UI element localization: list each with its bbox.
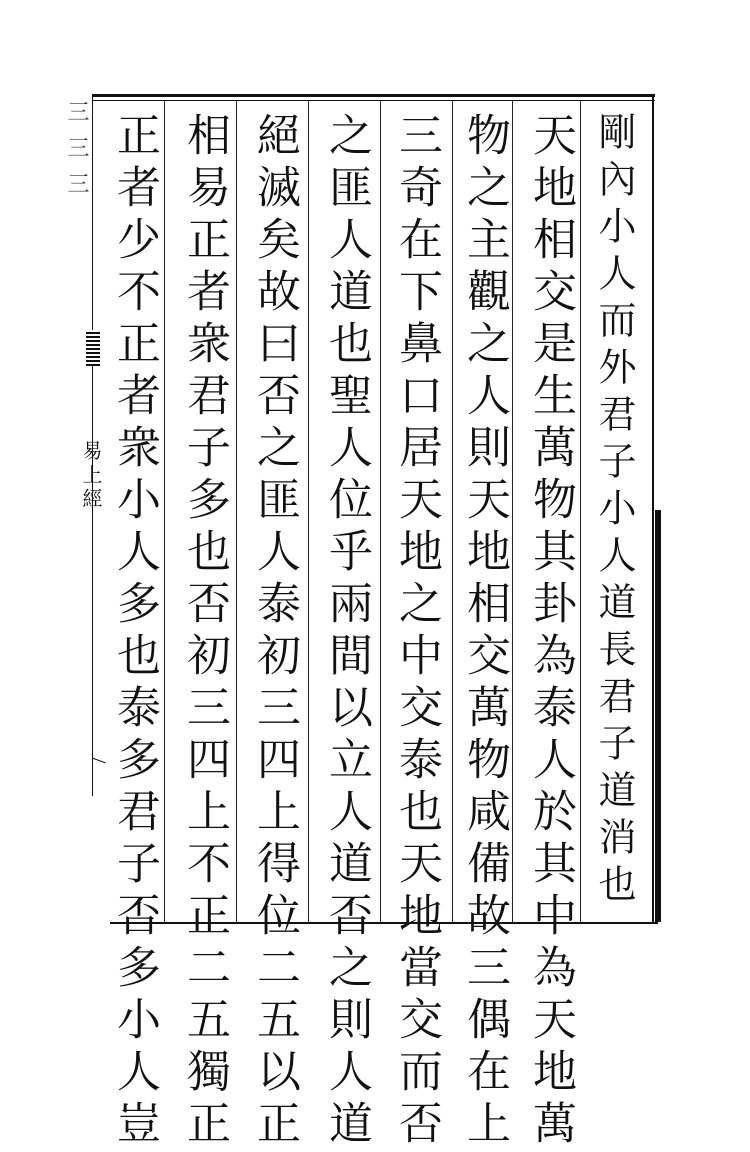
column-divider — [380, 100, 381, 922]
frame-top-rule — [92, 94, 655, 97]
fishtail-mark — [86, 330, 100, 366]
text-column-6: 絕滅矣故曰否之匪人泰初三四上得位二五以正 — [249, 112, 300, 1152]
text-column-4: 三奇在下鼻口居天地之中交泰也天地當交而否 — [391, 112, 442, 1152]
column-divider — [236, 100, 237, 922]
margin-title: 易上經 — [79, 440, 103, 512]
text-column-5: 之匪人道也聖人位乎兩間以立人道否之則人道 — [321, 112, 372, 1152]
column-divider — [164, 100, 165, 922]
column-divider — [512, 100, 513, 922]
text-column-8: 正者少不正者衆小人多也泰多君子否多小人豈 — [109, 112, 160, 1152]
frame-right-thick-rule — [655, 510, 661, 922]
text-column-7: 相易正者衆君子多也否初三四上不正二五獨正 — [179, 112, 230, 1152]
margin-tick-mark — [92, 758, 105, 764]
text-column-3: 物之主觀之人則天地相交萬物咸備故三偶在上 — [459, 112, 510, 1152]
frame-right-rule — [652, 96, 654, 924]
frame-top-rule-inner — [92, 100, 655, 101]
column-divider — [308, 100, 309, 922]
column-divider — [580, 100, 581, 922]
text-column-1: 剛內小人而外君子小人道長君子道消也 — [592, 112, 636, 911]
edge-bleed-text: 三三三 — [64, 100, 89, 208]
column-divider — [452, 100, 453, 922]
text-column-2: 天地相交是生萬物其卦為泰人於其中為天地萬 — [525, 112, 576, 1152]
